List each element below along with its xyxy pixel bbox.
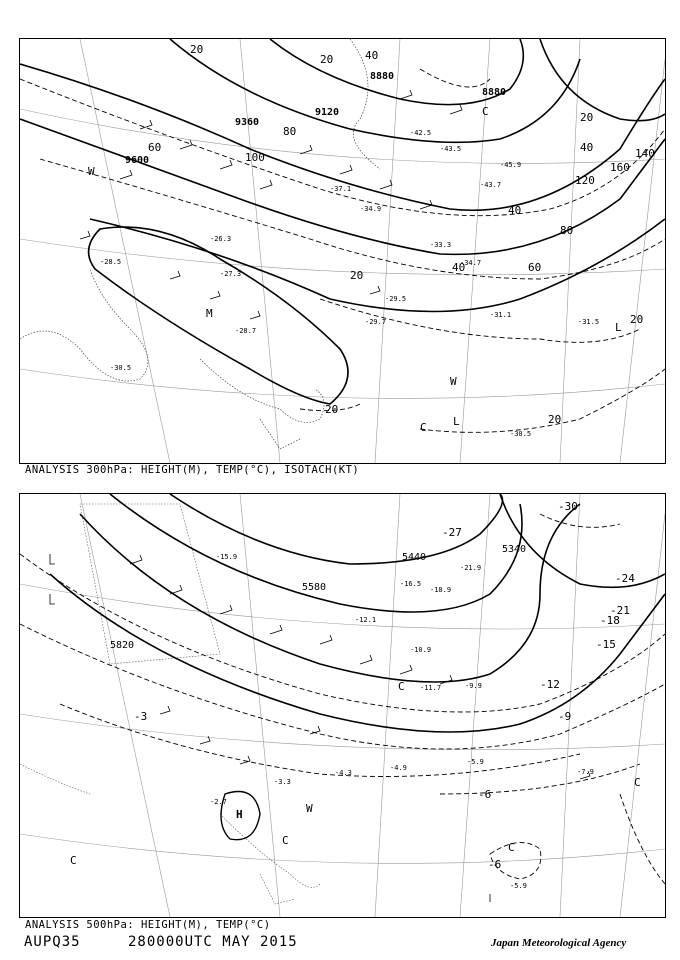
temp-label: -34.9 bbox=[360, 205, 382, 213]
low-center-marker: C bbox=[420, 421, 427, 434]
height-contours bbox=[50, 494, 665, 732]
temp-label: -33.3 bbox=[430, 241, 452, 249]
temp-contour-labels bbox=[134, 500, 635, 871]
temp-label: -42.5 bbox=[410, 129, 432, 137]
low-center-marker: C bbox=[70, 854, 77, 867]
temp-label: -37.1 bbox=[330, 185, 352, 193]
temp-label: -18.9 bbox=[430, 586, 452, 594]
temp-label: -2.7 bbox=[210, 798, 227, 806]
temp-label: -10.9 bbox=[410, 646, 432, 654]
temp-label: -29.5 bbox=[385, 295, 407, 303]
isotach-label: 20 bbox=[580, 111, 594, 124]
height-label: 8880 bbox=[482, 87, 507, 98]
map-300hpa-svg bbox=[20, 39, 665, 463]
temp-label: -9.9 bbox=[465, 682, 482, 690]
isotach-label: 60 bbox=[528, 261, 542, 274]
height-labels bbox=[110, 544, 526, 651]
map-500hpa-svg bbox=[20, 494, 665, 917]
warm-marker: W bbox=[88, 165, 95, 178]
temp-label: -29.7 bbox=[365, 318, 387, 326]
isotach-label: 40 bbox=[452, 261, 466, 274]
temp-contour-label: -18 bbox=[600, 614, 620, 627]
isotach-label: 60 bbox=[148, 141, 162, 154]
coastline bbox=[20, 504, 320, 904]
temp-contour-label: -6 bbox=[488, 858, 502, 871]
temp-label: -27.3 bbox=[220, 270, 242, 278]
isotach-label: 20 bbox=[320, 53, 334, 66]
temp-contour-label: -6 bbox=[478, 788, 492, 801]
temperature-contours bbox=[20, 514, 665, 884]
low-pressure-marker: L bbox=[615, 321, 622, 334]
caption-500hpa: ANALYSIS 500hPa: HEIGHT(M), TEMP(°C) bbox=[25, 919, 271, 931]
isotach-label: 20 bbox=[350, 269, 364, 282]
temp-contour-label: -3 bbox=[134, 710, 148, 723]
temperature-labels bbox=[210, 553, 594, 890]
isotachs bbox=[20, 69, 665, 432]
low-center-marker: C bbox=[508, 841, 515, 854]
temp-label: -4.3 bbox=[335, 769, 352, 777]
temp-label: -21.9 bbox=[460, 564, 482, 572]
temp-label: -45.9 bbox=[500, 161, 522, 169]
low-pressure-marker: L bbox=[453, 415, 460, 428]
high-center-marker: H bbox=[236, 808, 243, 821]
temp-label: -15.9 bbox=[216, 553, 238, 561]
height-label: 5440 bbox=[402, 552, 427, 563]
valid-time: 280000UTC MAY 2015 bbox=[128, 934, 298, 950]
temp-label: -5.9 bbox=[510, 882, 527, 890]
isotach-label: 160 bbox=[610, 161, 630, 174]
caption-300hpa: ANALYSIS 300hPa: HEIGHT(M), TEMP(°C), ISOTACH(KT) bbox=[25, 464, 360, 476]
isotach-label: 120 bbox=[575, 174, 595, 187]
low-center-marker: C bbox=[398, 680, 405, 693]
temp-label: -12.1 bbox=[355, 616, 377, 624]
wind-barbs bbox=[80, 90, 462, 319]
temp-label: -28.5 bbox=[100, 258, 122, 266]
temp-label: -30.5 bbox=[510, 430, 532, 438]
agency-name: Japan Meteorological Agency bbox=[491, 937, 627, 949]
graticule bbox=[20, 494, 665, 917]
temp-label: -43.5 bbox=[440, 145, 462, 153]
isotach-label: 20 bbox=[325, 403, 339, 416]
temp-label: -43.7 bbox=[480, 181, 502, 189]
max-marker: M bbox=[206, 307, 213, 320]
isotach-label: 20 bbox=[190, 43, 204, 56]
isotach-label: 80 bbox=[560, 224, 574, 237]
height-label: 9360 bbox=[235, 117, 260, 128]
temp-label: -7.9 bbox=[577, 768, 594, 776]
analysis-map-300hpa bbox=[19, 38, 666, 464]
height-label: 9600 bbox=[125, 155, 150, 166]
height-contours bbox=[20, 39, 665, 404]
isotach-label: 140 bbox=[635, 147, 655, 160]
temp-label: -3.3 bbox=[274, 778, 291, 786]
height-label: 5820 bbox=[110, 640, 135, 651]
isotach-label: 40 bbox=[365, 49, 379, 62]
temp-contour-label: -15 bbox=[596, 638, 616, 651]
temp-contour-label: -9 bbox=[558, 710, 572, 723]
temp-label: -5.9 bbox=[467, 758, 484, 766]
temp-contour-label: -12 bbox=[540, 678, 560, 691]
temp-label: -31.5 bbox=[578, 318, 600, 326]
temp-label: -26.3 bbox=[210, 235, 232, 243]
height-label: 9120 bbox=[315, 107, 340, 118]
warm-marker: W bbox=[450, 375, 457, 388]
temp-label: -11.7 bbox=[420, 684, 442, 692]
analysis-map-500hpa bbox=[19, 493, 666, 918]
height-label: 5580 bbox=[302, 582, 327, 593]
isotach-label: 40 bbox=[508, 204, 522, 217]
temp-label: -4.9 bbox=[390, 764, 407, 772]
temp-label: -30.5 bbox=[110, 364, 132, 372]
temp-contour-label: -21 bbox=[610, 604, 630, 617]
temp-label: -16.5 bbox=[400, 580, 422, 588]
low-center-marker: C bbox=[282, 834, 289, 847]
warm-marker: W bbox=[306, 802, 313, 815]
temp-label: -34.7 bbox=[460, 259, 482, 267]
temp-contour-label: -24 bbox=[615, 572, 635, 585]
temp-label: -31.1 bbox=[490, 311, 512, 319]
isotach-label: 20 bbox=[548, 413, 562, 426]
isotach-label: 100 bbox=[245, 151, 265, 164]
isotach-label: 80 bbox=[283, 125, 297, 138]
temp-contour-label: -30 bbox=[558, 500, 578, 513]
chart-id: AUPQ35 bbox=[24, 934, 81, 950]
low-center-marker: C bbox=[482, 105, 489, 118]
height-label: 8880 bbox=[370, 71, 395, 82]
isotach-label: 40 bbox=[580, 141, 594, 154]
isotach-label: 20 bbox=[630, 313, 644, 326]
low-center-marker: C bbox=[634, 776, 641, 789]
graticule bbox=[20, 39, 665, 463]
temp-label: -28.7 bbox=[235, 327, 257, 335]
height-label: 5340 bbox=[502, 544, 527, 555]
temp-contour-label: -27 bbox=[442, 526, 462, 539]
